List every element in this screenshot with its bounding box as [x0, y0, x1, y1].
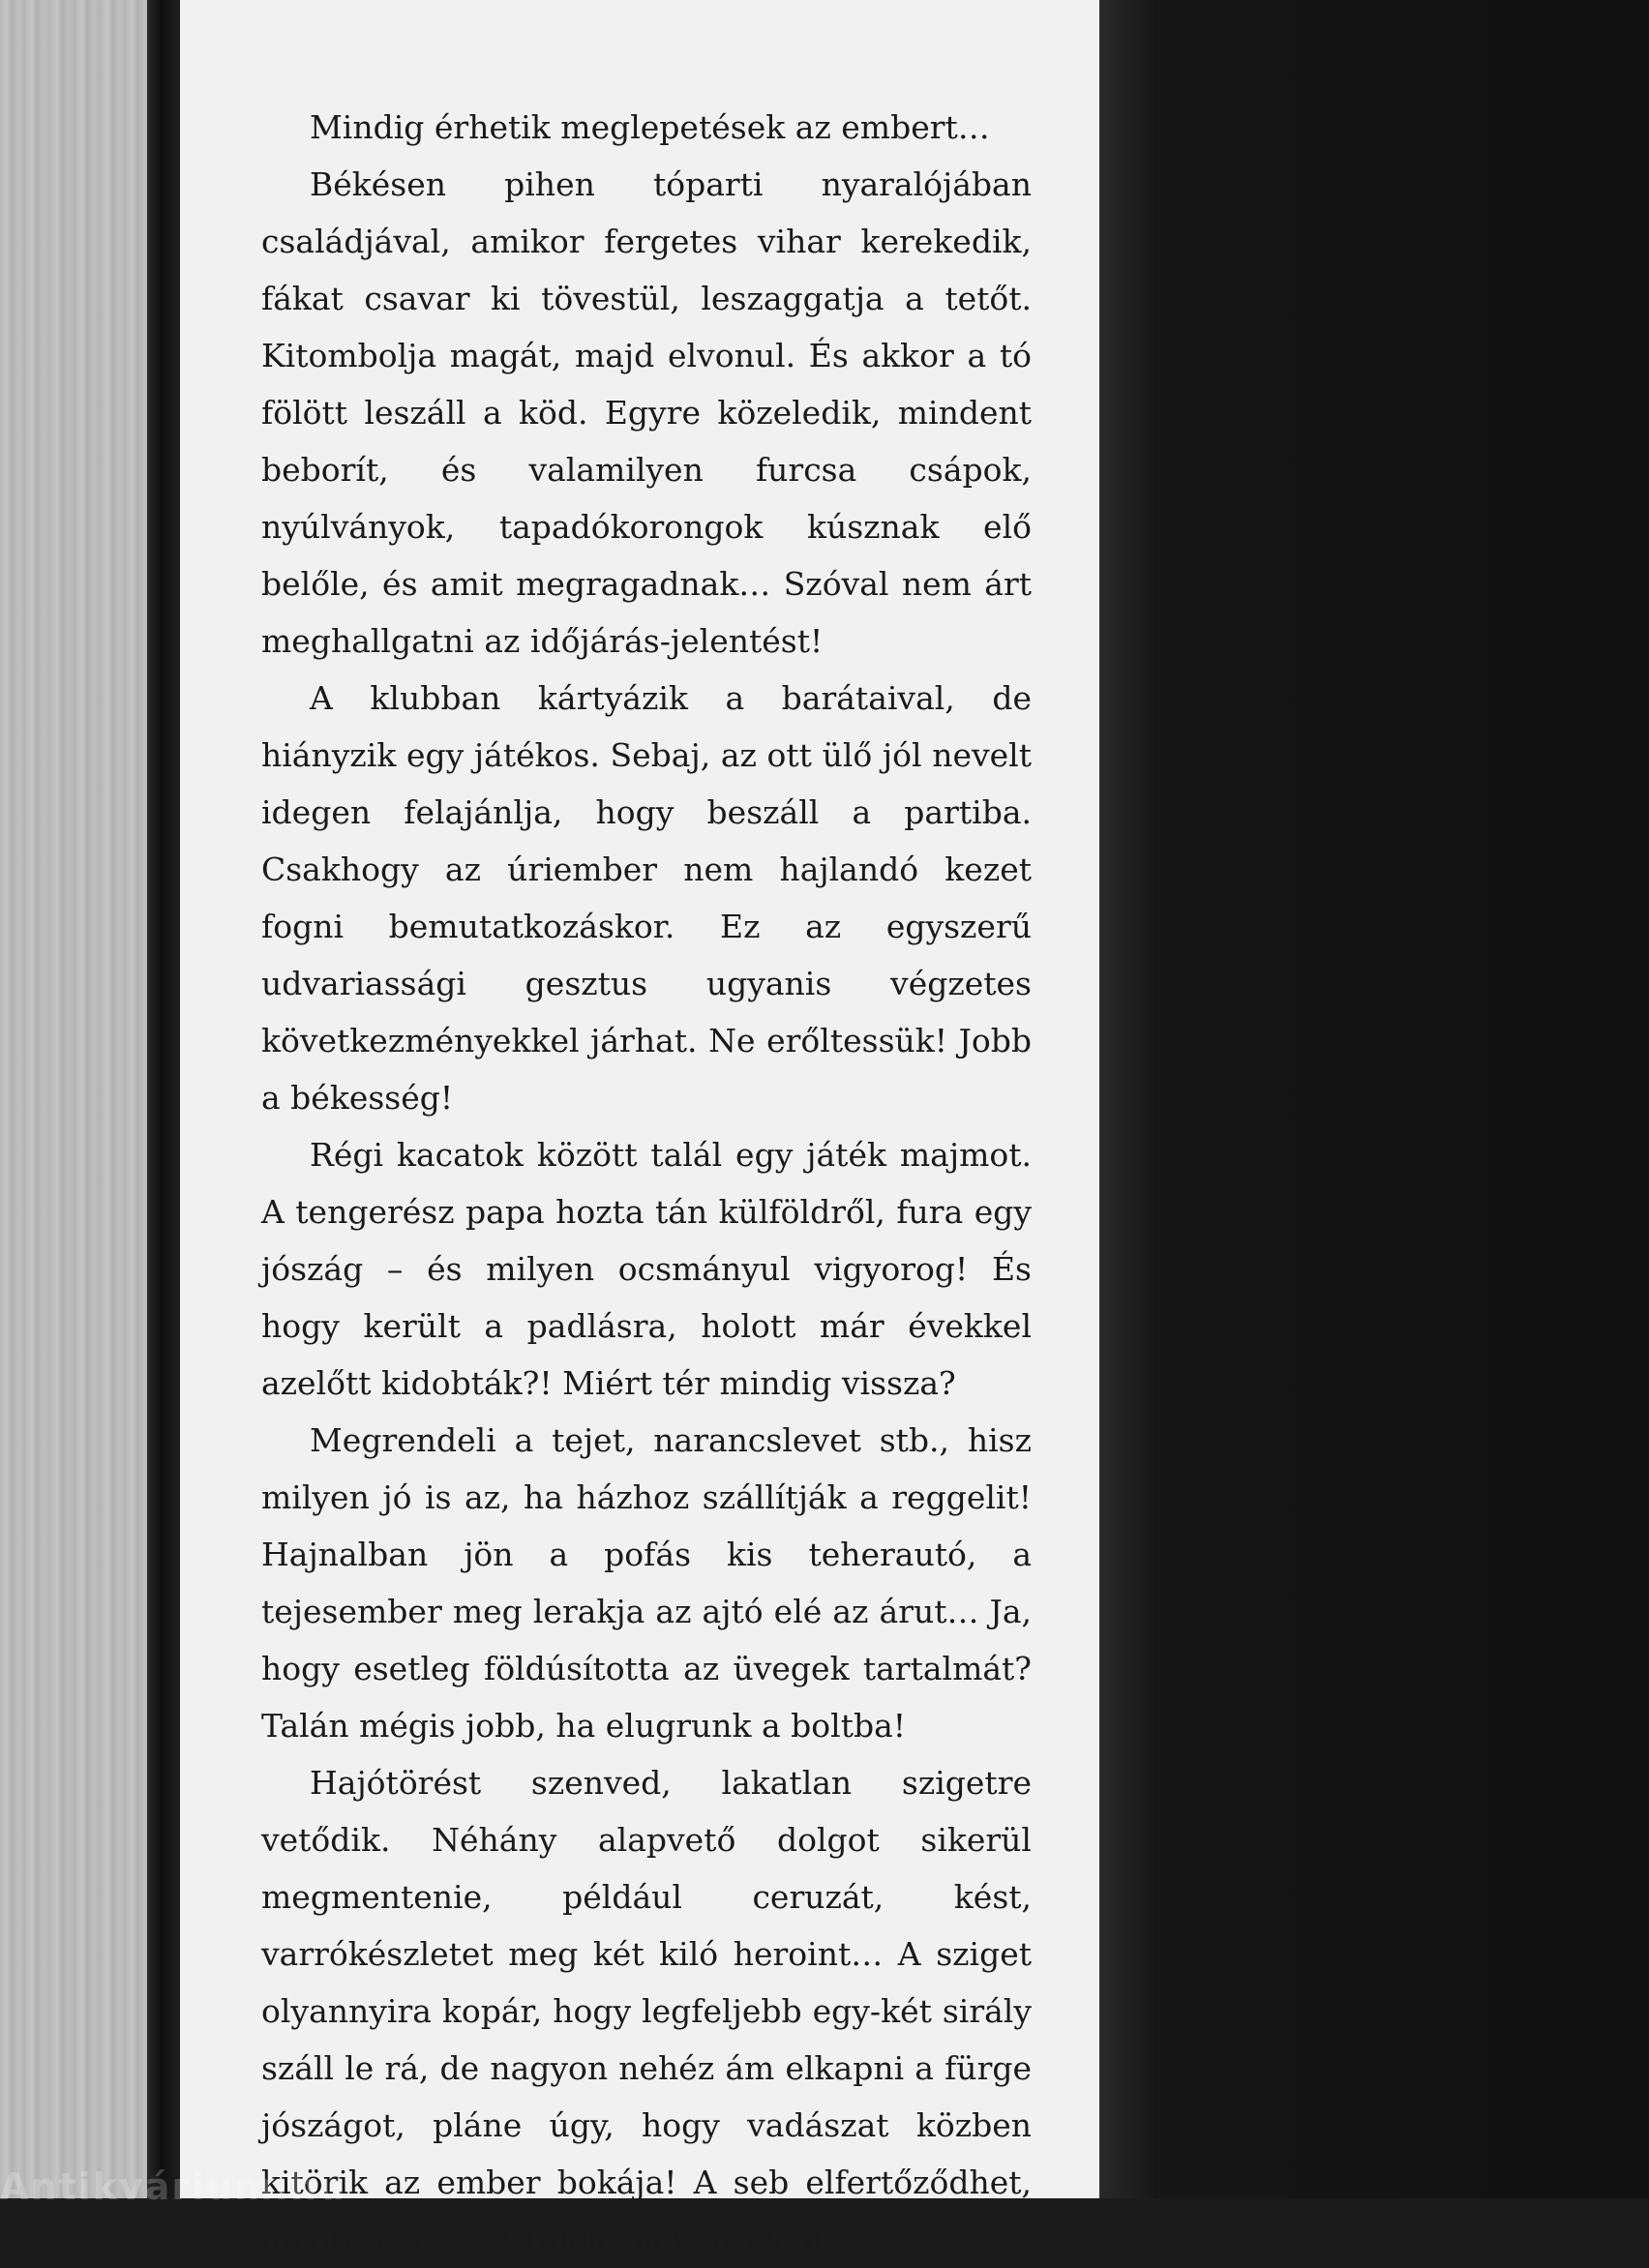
book-page — [180, 0, 1099, 2258]
paragraph-milkman-story: Megrendeli a tejet, narancslevet stb., hisz milyen jó is az, ha házhoz szállítják a reggelit! Hajnalban jön a pofás kis teherautó, a tejesember meg lerakja az ajtó elé az árut… Ja, hogy esetleg földúsította az üvegek tartalmát? Talán mégis jobb, ha elugrunk a boltba! — [261, 1421, 1032, 1745]
paragraph-fog-story: Békésen pihen tóparti nyaralójában családjával, amikor fergetes vihar kerekedik, fákat csavar ki tövestül, leszaggatja a tetőt. Kitombolja magát, majd elvonul. És akkor a tó fölött leszáll a köd. Egyre közeledik, mindent beborít, és valamilyen furcsa csápok, nyúlványok, tapadókorongok kúsznak elő belőle, és amit megragadnak… Szóval nem árt meghallgatni az időjárás-jelentést! — [261, 165, 1032, 660]
paragraph-card-club-story: A klubban kártyázik a barátaival, de hiányzik egy játékos. Sebaj, az ott ülő jól nevelt idegen felajánlja, hogy beszáll a partiba. Csakhogy az úriember nem hajlandó kezet fogni bemutatkozáskor. Ez az egyszerű udvariassági gesztus ugyanis végzetes következményekkel járhat. Ne erőltessük! Jobb a békesség! — [261, 679, 1032, 1117]
dark-background — [1099, 0, 1649, 2198]
paragraph-monkey-story: Régi kacatok között talál egy játék majmot. A tengerész papa hozta tán külföldről, fura egy jószág – és milyen ocsmányul vigyorog! És hogy került a padlásra, holott már évekkel azelőtt kidobták?! Miért tér mindig vissza? — [261, 1136, 1032, 1402]
paragraph-intro: Mindig érhetik meglepetések az embert… — [310, 108, 990, 146]
paragraph-shipwreck-story: Hajótörést szenved, lakatlan szigetre vetődik. Néhány alapvető dolgot sikerül megmentenie, például ceruzát, kést, varrókészletet meg két kiló heroint… A sziget olyannyira kopár, hogy legfeljebb egy-két sirály száll le rá, de nagyon nehéz ám elkapni a fürge jószágot, pláne úgy, hogy vadászat közben kitörik az ember bokája! A seb elfertőződhet, de ott a kés… A túlélésnek ára van! — [261, 1764, 1032, 2258]
background-wall — [0, 0, 147, 2198]
book-cover-edge — [147, 0, 180, 2198]
watermark: Antikvárium.hu — [0, 2165, 347, 2208]
back-cover-text — [261, 99, 1032, 2268]
